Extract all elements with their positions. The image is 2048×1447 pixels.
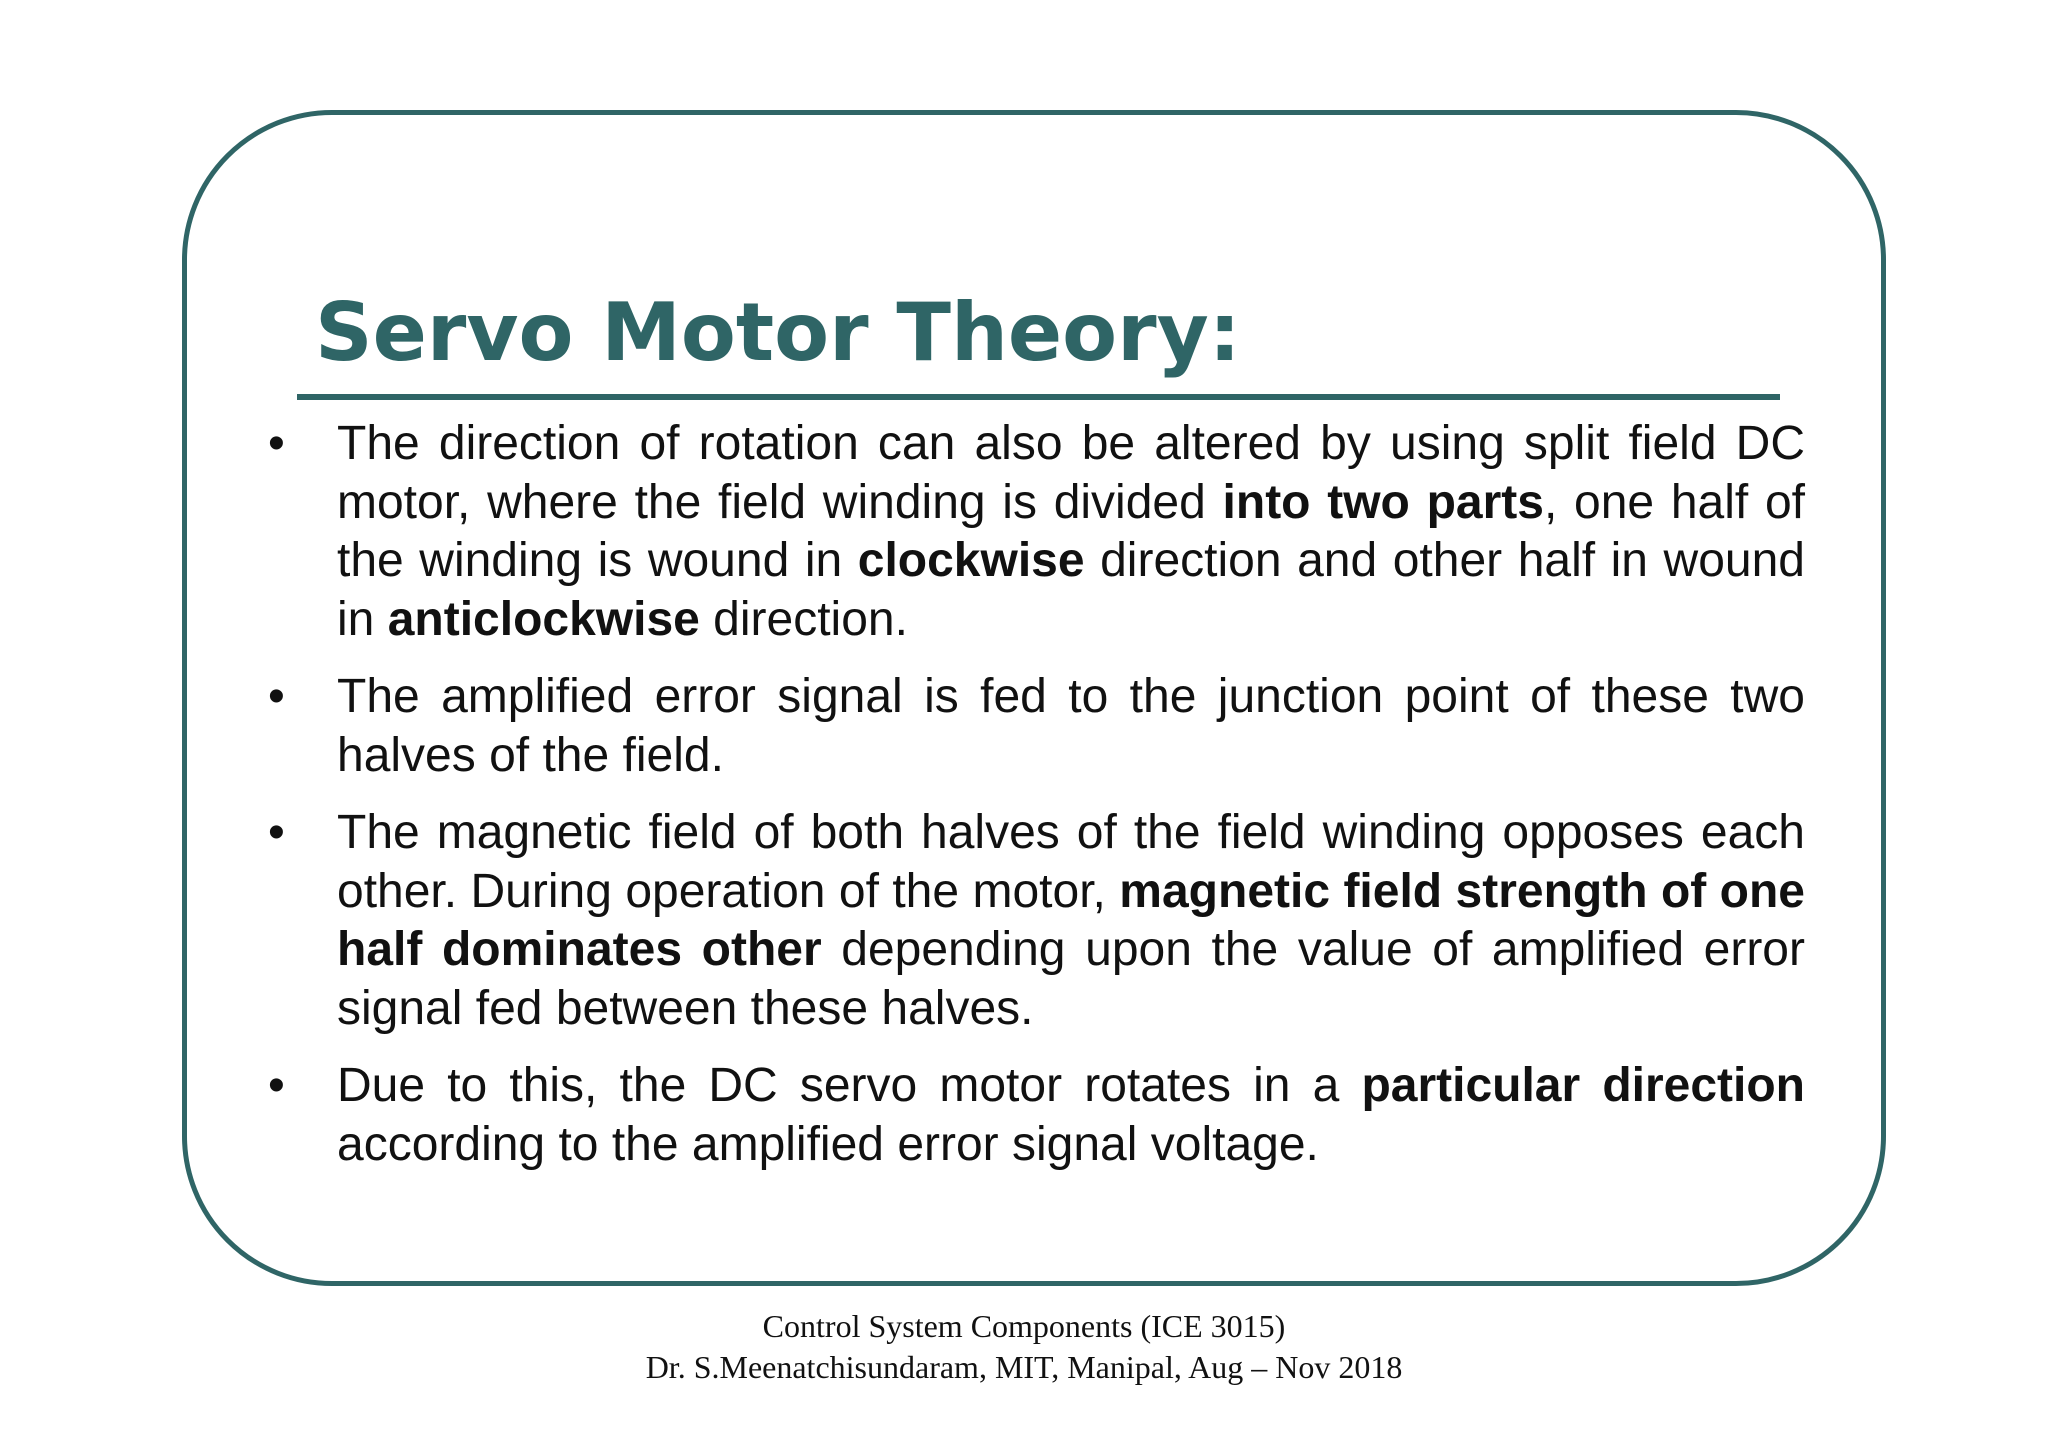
bullet-marker: • <box>268 670 285 723</box>
bullet-text: direction. <box>699 592 908 646</box>
bullet-text: Due to this, the DC servo motor rotates in a <box>337 1059 1362 1112</box>
title-underline <box>297 394 1780 400</box>
bullet-marker: • <box>268 806 285 859</box>
bullet-item <box>260 415 1805 649</box>
bullet-text: , one half of the winding is wound in <box>337 475 1805 587</box>
bullet-text-bold: into two parts <box>1222 475 1544 529</box>
bullet-text: The amplified error signal is fed to the junction point of these two halves of the field. <box>337 670 1805 782</box>
bullet-text: depending upon the value of amplified error signal fed between these halves. <box>337 923 1805 1035</box>
bullet-text-bold: particular direction <box>1361 1059 1806 1112</box>
bullet-marker: • <box>268 417 285 470</box>
bullet-text-bold: magnetic field strength of one half dominates other <box>337 864 1805 976</box>
slide-title: Servo Motor Theory: <box>315 286 1241 379</box>
footer-author: Dr. S.Meenatchisundaram, MIT, Manipal, Aug – Nov 2018 <box>645 1349 1403 1385</box>
bullet-text: according to the amplified error signal voltage. <box>337 1117 1319 1171</box>
bullet-text: The magnetic field of both halves of the field winding opposes each other. During operation of the motor, <box>337 806 1805 918</box>
bullet-text: The direction of rotation can also be altered by using split field DC motor, where the field winding is divided <box>337 417 1805 529</box>
footer-course: Control System Components (ICE 3015) <box>762 1308 1286 1344</box>
bullet-item <box>260 668 1805 785</box>
bullet-item <box>260 804 1805 1038</box>
bullet-text-bold: clockwise <box>857 534 1085 587</box>
bullet-text: direction and other half in wound in <box>337 534 1805 646</box>
bullet-list <box>260 415 1805 1193</box>
bullet-text-bold: anticlockwise <box>387 592 700 646</box>
bullet-item <box>260 1057 1805 1174</box>
bullet-marker: • <box>268 1059 285 1112</box>
